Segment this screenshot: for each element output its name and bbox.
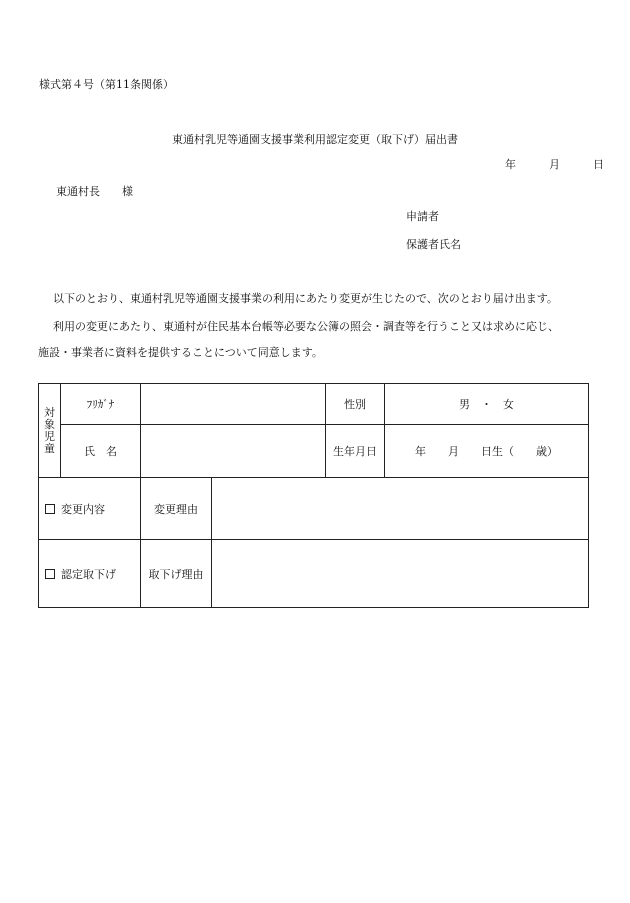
paragraph-2: 利用の変更にあたり、東通村が住民基本台帳等必要な公簿の照会・調査等を行うこと又は求めに応じ、 bbox=[53, 320, 559, 333]
form-table bbox=[38, 383, 589, 608]
change-reason-field[interactable] bbox=[212, 478, 589, 540]
name-field[interactable] bbox=[141, 425, 326, 478]
furigana-label: ﾌﾘｶﾞﾅ bbox=[61, 384, 141, 425]
addressee: 東通村長 様 bbox=[56, 185, 133, 198]
withdraw-checkbox-cell[interactable]: 認定取下げ bbox=[39, 540, 141, 608]
target-child-label: 対 象 児 童 bbox=[39, 384, 61, 478]
withdraw-checkbox[interactable] bbox=[45, 569, 55, 579]
sex-options[interactable]: 男 ・ 女 bbox=[385, 384, 589, 425]
date-month: 月 bbox=[549, 158, 560, 171]
withdraw-reason-label: 取下げ理由 bbox=[141, 540, 212, 608]
date-day: 日 bbox=[593, 158, 604, 171]
paragraph-1: 以下のとおり、東通村乳児等通園支援事業の利用にあたり変更が生じたので、次のとおり届け出ます。 bbox=[53, 292, 558, 305]
form-number: 様式第４号（第11条関係） bbox=[39, 78, 174, 91]
document-title: 東通村乳児等通園支援事業利用認定変更（取下げ）届出書 bbox=[172, 133, 458, 146]
birthdate-field[interactable]: 年 月 日生（ 歳） bbox=[385, 425, 589, 478]
change-content-checkbox-cell[interactable]: 変更内容 bbox=[39, 478, 141, 540]
paragraph-3: 施設・事業者に資料を提供することについて同意します。 bbox=[38, 346, 323, 359]
applicant-label: 申請者 bbox=[406, 210, 439, 223]
date-line bbox=[505, 156, 604, 172]
withdraw-reason-field[interactable] bbox=[212, 540, 589, 608]
sex-label: 性別 bbox=[326, 384, 385, 425]
birthdate-label: 生年月日 bbox=[326, 425, 385, 478]
change-content-checkbox[interactable] bbox=[45, 504, 55, 514]
furigana-field[interactable] bbox=[141, 384, 326, 425]
guardian-name-label: 保護者氏名 bbox=[406, 238, 461, 251]
change-reason-label: 変更理由 bbox=[141, 478, 212, 540]
date-year: 年 bbox=[505, 158, 516, 171]
name-label: 氏 名 bbox=[61, 425, 141, 478]
